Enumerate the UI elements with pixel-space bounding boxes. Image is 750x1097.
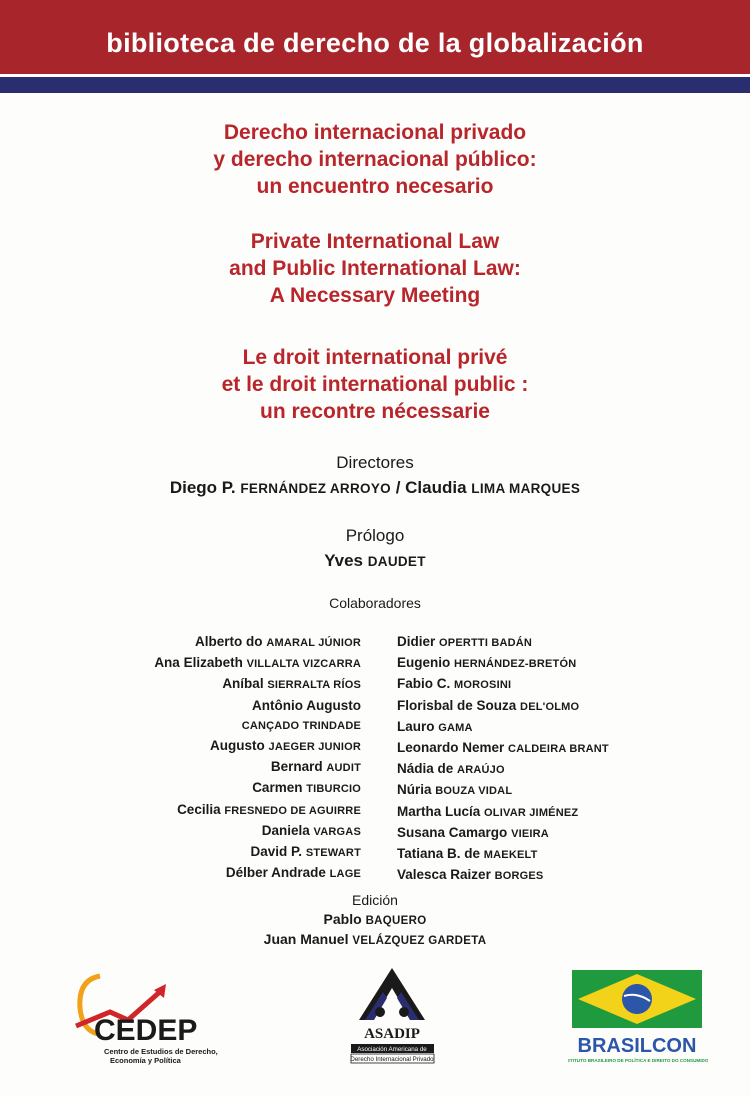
collaborator-name bbox=[397, 738, 609, 759]
person-first: Juan Manuel bbox=[263, 931, 349, 947]
person-last: OLIVAR JIMÉNEZ bbox=[484, 806, 579, 819]
series-title: biblioteca de derecho de la globalización bbox=[106, 28, 644, 58]
person-last: GAMA bbox=[438, 721, 473, 734]
person-last: VIEIRA bbox=[511, 827, 549, 840]
person-last: FERNÁNDEZ ARROYO bbox=[240, 481, 391, 496]
person-last: TIBURCIO bbox=[306, 783, 361, 796]
collaborator-name bbox=[397, 844, 609, 865]
person-first: Ana Elizabeth bbox=[154, 655, 243, 671]
person-first: Alberto do bbox=[195, 634, 263, 649]
person-last: LIMA MARQUES bbox=[471, 481, 581, 496]
person-last: ARAÚJO bbox=[457, 764, 505, 777]
collaborator-name bbox=[154, 632, 361, 653]
person-first: Aníbal bbox=[222, 676, 264, 692]
collaborator-name bbox=[397, 674, 609, 695]
collaborator-name bbox=[397, 696, 609, 717]
cedep-logo bbox=[70, 968, 220, 1068]
person-first: Valesca Raizer bbox=[397, 867, 491, 883]
person-first: Didier bbox=[397, 634, 436, 649]
collaborator-name bbox=[154, 696, 361, 715]
edition-name bbox=[0, 931, 750, 947]
collaborator-name bbox=[397, 717, 609, 738]
person-last: VILLALTA VIZCARRA bbox=[246, 658, 361, 671]
person-first: Cecilia bbox=[177, 801, 221, 817]
collaborator-name bbox=[154, 821, 361, 842]
person-last: DAUDET bbox=[367, 554, 426, 569]
person-last: CALDEIRA BRANT bbox=[508, 743, 609, 756]
collaborator-name bbox=[397, 865, 609, 886]
person-first: Fabio C. bbox=[397, 676, 451, 692]
edition-name bbox=[0, 911, 750, 927]
title-line: y derecho internacional público: bbox=[213, 148, 537, 171]
person-first: Eugenio bbox=[397, 655, 451, 671]
collaborators-left-column bbox=[154, 632, 361, 884]
person-first: Bernard bbox=[270, 759, 323, 775]
asadip-wordmark: ASADIP bbox=[364, 1026, 420, 1042]
brasilcon-logo bbox=[568, 968, 708, 1068]
person-last: HERNÁNDEZ-BRETÓN bbox=[454, 658, 577, 671]
collaborator-name bbox=[154, 736, 361, 757]
person-first: Claudia bbox=[405, 478, 467, 497]
collaborator-name bbox=[397, 780, 609, 801]
title-english bbox=[0, 228, 750, 309]
person-last: BOUZA VIDAL bbox=[435, 785, 513, 798]
title-line: et le droit international public : bbox=[221, 373, 529, 396]
name-separator: / bbox=[395, 478, 401, 497]
collaborators-label: Colaboradores bbox=[329, 595, 421, 611]
person-last: BAQUERO bbox=[365, 915, 427, 927]
title-line: un encuentro necesario bbox=[256, 175, 494, 198]
person-first: Yves bbox=[324, 551, 363, 570]
collaborator-name bbox=[397, 802, 609, 823]
person-last: MOROSINI bbox=[454, 679, 512, 692]
collaborator-name bbox=[397, 632, 609, 653]
person-last: BORGES bbox=[494, 870, 544, 883]
person-first: Délber Andrade bbox=[225, 865, 326, 881]
person-first: Martha Lucía bbox=[397, 803, 481, 819]
collaborator-name bbox=[154, 757, 361, 778]
edition-label: Edición bbox=[352, 892, 398, 908]
directors-names bbox=[0, 478, 750, 498]
collaborator-name bbox=[154, 653, 361, 674]
person-last: CANÇADO TRINDADE bbox=[241, 719, 361, 732]
banner-stripe bbox=[0, 77, 750, 93]
collaborator-name bbox=[154, 842, 361, 863]
person-last: SIERRALTA RÍOS bbox=[267, 679, 361, 692]
person-first: David P. bbox=[250, 844, 303, 860]
person-first: Lauro bbox=[397, 718, 435, 734]
person-last: VARGAS bbox=[313, 825, 361, 838]
person-last: FRESNEDO DE AGUIRRE bbox=[224, 804, 361, 817]
asadip-subtitle: Derecho Internacional Privado bbox=[350, 1056, 434, 1063]
person-first: Daniela bbox=[261, 822, 310, 838]
collaborator-name bbox=[154, 715, 361, 736]
cedep-emblem-icon bbox=[70, 968, 220, 1068]
person-last: AUDIT bbox=[326, 762, 361, 775]
person-first: Susana Camargo bbox=[397, 824, 508, 840]
person-last: MAEKELT bbox=[483, 849, 538, 862]
cedep-subtitle: Economía y Política bbox=[110, 1056, 181, 1065]
person-last: JAEGER JUNIOR bbox=[268, 741, 361, 754]
person-first: Pablo bbox=[323, 911, 362, 927]
person-last: STEWART bbox=[305, 847, 361, 860]
asadip-subtitle: Asociación Americana de bbox=[357, 1046, 427, 1053]
collaborator-name bbox=[397, 823, 609, 844]
prologue-label: Prólogo bbox=[345, 526, 405, 545]
directors-label: Directores bbox=[336, 453, 414, 472]
cedep-subtitle: Centro de Estudios de Derecho, bbox=[104, 1047, 218, 1056]
brasilcon-wordmark: BRASILCON bbox=[577, 1035, 697, 1057]
brasilcon-subtitle: INSTITUTO BRASILEIRO DE POLÍTICA E DIREITO DO CONSUMIDOR bbox=[568, 1058, 708, 1063]
prologue-name bbox=[0, 551, 750, 571]
person-first: Núria bbox=[397, 782, 432, 798]
series-banner bbox=[0, 0, 750, 74]
person-last: VELÁZQUEZ GARDETA bbox=[352, 935, 487, 947]
title-french bbox=[0, 344, 750, 425]
person-first: Antônio Augusto bbox=[252, 697, 361, 713]
collaborator-name bbox=[154, 778, 361, 799]
person-first: Florisbal de Souza bbox=[397, 697, 517, 713]
person-first: Nádia de bbox=[397, 761, 454, 777]
title-line: Private International Law bbox=[250, 230, 500, 253]
title-line: Derecho internacional privado bbox=[223, 121, 527, 144]
title-line: A Necessary Meeting bbox=[269, 284, 481, 307]
asadip-emblem-icon bbox=[345, 966, 440, 1070]
title-line: un recontre nécessarie bbox=[260, 400, 490, 423]
cedep-wordmark: CEDEP bbox=[94, 1014, 198, 1047]
collaborator-name bbox=[154, 863, 361, 884]
collaborators-right-column bbox=[397, 632, 609, 886]
collaborator-name bbox=[397, 653, 609, 674]
person-first: Carmen bbox=[252, 780, 303, 796]
person-last: LAGE bbox=[329, 868, 361, 881]
collaborator-name bbox=[154, 674, 361, 695]
person-first: Leonardo Nemer bbox=[397, 740, 505, 756]
title-line: and Public International Law: bbox=[229, 257, 521, 280]
collaborator-name bbox=[154, 800, 361, 821]
person-last: OPERTTI BADÁN bbox=[439, 637, 533, 649]
brazil-flag-icon bbox=[568, 968, 708, 1068]
title-line: Le droit international privé bbox=[242, 346, 508, 369]
asadip-logo bbox=[345, 966, 440, 1070]
person-last: AMARAL JÚNIOR bbox=[266, 637, 361, 649]
person-last: DEL'OLMO bbox=[520, 700, 580, 713]
collaborator-name bbox=[397, 759, 609, 780]
title-spanish bbox=[0, 119, 750, 200]
person-first: Diego P. bbox=[169, 478, 236, 497]
person-first: Tatiana B. de bbox=[397, 846, 481, 862]
person-first: Augusto bbox=[210, 738, 265, 754]
